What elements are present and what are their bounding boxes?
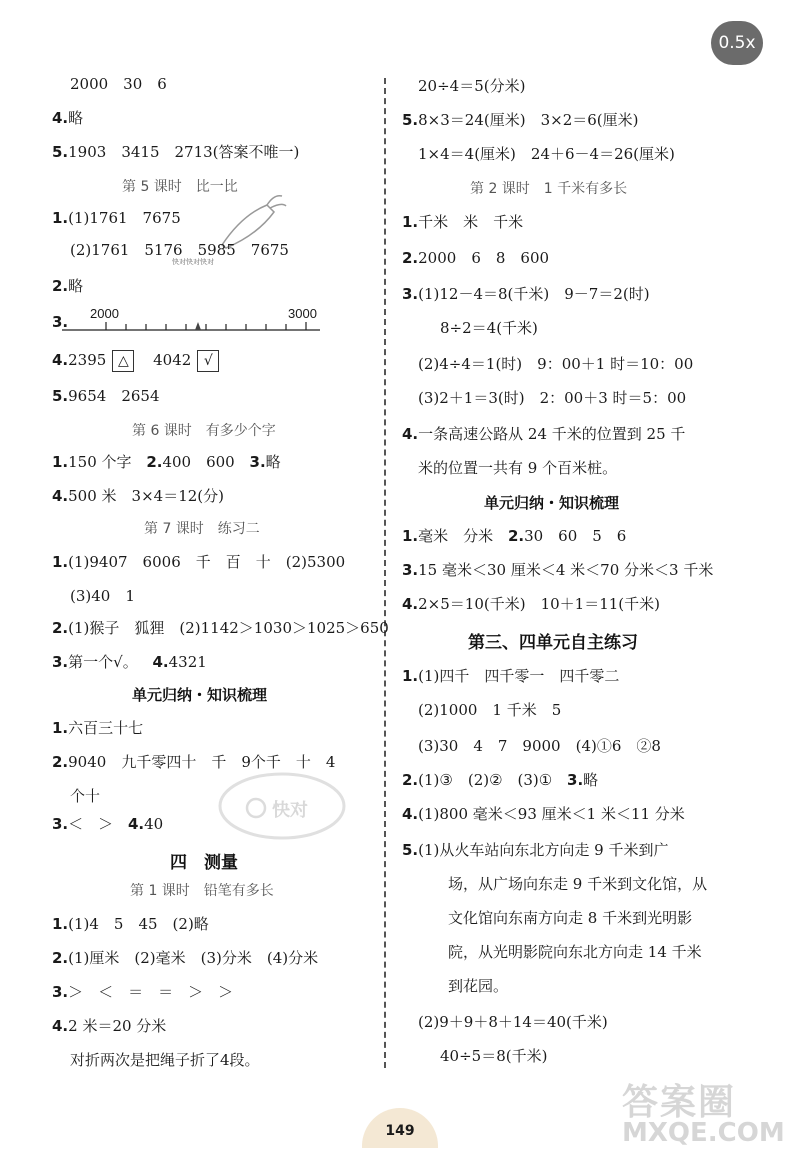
answer-line: (3)30 4 7 9000 (4)①6 ②8 [418,737,661,755]
answer-site-watermark: 答案圈 [622,1082,737,1123]
answer-line [52,914,209,934]
lesson-heading: 第 2 课时 1 千米有多长 [470,181,628,197]
item-number: 2. [146,453,163,471]
answer-text: (1)四千 四千零一 四千零二 [418,667,620,685]
item-number: 4. [52,109,69,127]
answer-text: (1)③ (2)② (3)① [418,771,553,789]
answer-text: 4321 [168,653,207,671]
answer-line [52,1016,166,1036]
answer-line [52,552,345,572]
lesson-heading: 第 7 课时 练习二 [144,521,260,537]
item-number: 4. [52,351,69,369]
chapter-heading: 四 测量 [170,853,238,873]
item-number: 4. [402,595,419,613]
item-number: 1. [52,209,69,227]
item-number: 4. [152,653,169,671]
answer-line [52,142,299,162]
answer-text: ＜ ＞ [68,815,114,833]
answer-text: 9040 九千零四十 千 9个千 十 4 [68,753,336,771]
answer-line [402,248,549,268]
lesson-heading: 第 1 课时 铅笔有多长 [130,883,274,899]
item-number: 3. [52,653,69,671]
answer-line [402,594,660,614]
answer-line: (2)9＋9＋8＋14＝40(千米) [418,1013,608,1031]
answer-line: 1×4＝4(厘米) 24＋6－4＝26(厘米) [418,145,675,163]
answer-text: 15 毫米＜30 厘米＜4 米＜70 分米＜3 千米 [418,561,714,579]
answer-line: (2)4÷4＝1(时) 9：00＋1 时＝10：00 [418,355,694,373]
answer-text: 2395 [68,351,107,369]
answer-text: 40 [144,815,164,833]
triangle-box: △ [112,350,134,372]
item-number: 4. [402,805,419,823]
answer-text: 150 个字 [68,453,132,471]
answer-line [52,718,143,738]
item-number: 1. [402,527,419,545]
item-number: 2. [52,753,69,771]
item-number: 4. [127,815,145,833]
answer-text: 略 [265,453,281,471]
item-number: 3. [249,453,266,471]
unit-heading: 单元归纳・知识梳理 [484,494,620,512]
answer-line [52,350,225,372]
unit-heading: 单元归纳・知识梳理 [132,686,268,704]
item-number: 3. [402,561,419,579]
lesson-heading: 第 6 课时 有多少个字 [132,423,276,439]
answer-line [52,618,389,638]
answer-line [52,452,281,472]
item-number: 3. [52,815,69,833]
answer-text: 8×3＝24(厘米) 3×2＝6(厘米) [418,111,639,129]
answer-text: (1)厘米 (2)毫米 (3)分米 (4)分米 [68,949,319,967]
item-number: 3. [52,983,69,1001]
item-number: 1. [52,553,69,571]
answer-text: 1903 3415 2713(答案不唯一) [68,143,300,161]
check-box: √ [197,350,219,372]
answer-text: (1)从火车站向东北方向走 9 千米到广 [418,841,669,859]
answer-line [402,770,598,790]
item-number: 2. [402,249,419,267]
answer-line: 20÷4＝5(分米) [418,77,526,95]
answer-text: 2×5＝10(千米) 10＋1＝11(千米) [418,595,661,613]
answer-text: 9654 2654 [68,387,160,405]
answer-line [402,110,639,130]
item-number: 3. [567,771,584,789]
answer-line [402,840,668,860]
watermark-text: 快对 [272,800,308,821]
item-number: 2. [52,949,69,967]
item-number: 5. [52,143,69,161]
numline-left-label: 2000 [90,306,119,321]
answer-text: 六百三十七 [68,719,144,737]
practice-heading: 第三、四单元自主练习 [468,633,638,653]
answer-text: 一条高速公路从 24 千米的位置到 25 千 [418,425,686,443]
answer-line [402,424,685,444]
answer-text: 千米 米 千米 [418,213,524,231]
item-number: 1. [402,213,419,231]
answer-line [52,486,224,506]
item-number: 1. [52,915,69,933]
answer-line: (3)40 1 [70,587,135,605]
item-number: 2. [507,527,525,545]
answer-text: 2 米＝20 分米 [68,1017,167,1035]
answer-line [402,560,713,580]
answer-line [52,814,163,834]
answer-line [52,276,83,296]
answer-line [52,386,160,406]
answer-line: 到花园。 [448,977,509,995]
answer-line [52,652,207,672]
item-number: 2. [402,771,419,789]
answer-line: 个十 [70,787,101,805]
answer-text: (1)4 5 45 (2)略 [68,915,209,933]
answer-line [402,526,626,546]
item-number: 1. [402,667,419,685]
number-line [62,318,322,338]
answer-line: 40÷5＝8(千米) [440,1047,548,1065]
answer-line [52,108,83,128]
answer-text: 400 600 [162,453,235,471]
answer-text: 2000 6 8 600 [418,249,550,267]
answer-text: (1)猴子 狐狸 (2)1142＞1030＞1025＞650 [68,619,389,637]
answer-line: 米的位置一共有 9 个百米桩。 [418,459,618,477]
answer-text: 略 [583,771,599,789]
answer-line: (2)1761 5176 5985 7675 [70,241,289,259]
answer-line [52,208,181,228]
answer-line: (3)2＋1＝3(时) 2：00＋3 时＝5：00 [418,389,687,407]
answer-line: 场，从广场向东走 9 千米到文化馆，从 [448,875,708,893]
item-number: 5. [52,387,69,405]
answer-text: (1)800 毫米＜93 厘米＜1 米＜11 分米 [418,805,685,823]
stamp-text: 快对快对快对 [172,258,214,266]
item-number: 3. [52,313,69,331]
item-number: 4. [402,425,419,443]
answer-line [402,212,523,232]
answer-text: 第一个√。 [68,653,138,671]
answer-line [402,804,685,824]
answer-line [402,666,619,686]
item-number: 2. [52,619,69,637]
answer-text: (1)1761 7675 [68,209,181,227]
answer-line: 2000 30 6 [70,75,167,93]
answer-line: 院，从光明影院向东北方向走 14 千米 [448,943,702,961]
item-number: 4. [52,487,69,505]
answer-line [402,284,650,304]
item-number: 2. [52,277,69,295]
item-number: 1. [52,453,69,471]
answer-line: 文化馆向东南方向走 8 千米到光明影 [448,909,693,927]
item-number: 1. [52,719,69,737]
answer-text: 500 米 3×4＝12(分) [68,487,224,505]
item-number: 5. [402,841,419,859]
answer-text: (1)9407 6006 千 百 十 (2)5300 [68,553,346,571]
speed-badge[interactable]: 0.5x [711,21,763,65]
column-divider [384,78,386,1068]
item-number: 4. [52,1017,69,1035]
answer-line: 对折两次是把绳子折了4段。 [70,1051,260,1069]
item-number: 3. [402,285,419,303]
answer-line [52,982,233,1002]
answer-line: 8÷2＝4(千米) [440,319,538,337]
item-number: 5. [402,111,419,129]
answer-text: 4042 [153,351,192,369]
answer-text: 30 60 5 6 [524,527,627,545]
answer-text: 略 [68,277,84,295]
answer-line [52,948,318,968]
numline-right-label: 3000 [288,306,317,321]
answer-text: 略 [68,109,84,127]
answer-line: (2)1000 1 千米 5 [418,701,562,719]
answer-text: (1)12－4＝8(千米) 9－7＝2(时) [418,285,650,303]
lesson-heading: 第 5 课时 比一比 [122,179,238,195]
page-number: 149 [385,1123,415,1139]
answer-text: 毫米 分米 [418,527,494,545]
answer-text: ＞ ＜ ＝ ＝ ＞ ＞ [68,983,234,1001]
site-watermark: MXQE.COM [622,1118,785,1148]
